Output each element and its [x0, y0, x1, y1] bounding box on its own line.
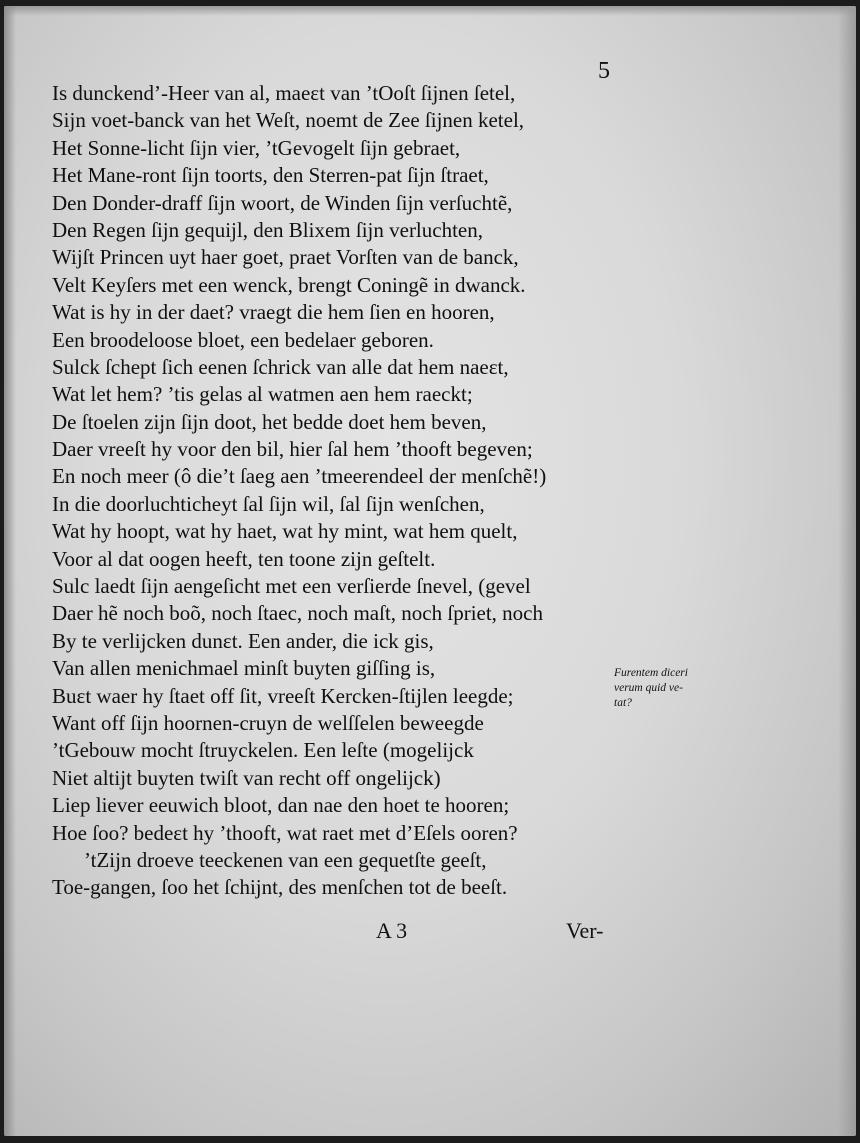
verse-line: Sijn voet-banck van het Weſt, noemt de Zee ſijnen ketel, — [52, 108, 525, 133]
verse-line: Sulc laedt ſijn aengeſicht met een verſierde ſnevel, (gevel — [52, 574, 531, 599]
page-shadow-top — [4, 6, 856, 16]
verse-line: Velt Keyſers met een wenck, brengt Coningẽ in dwanck. — [52, 272, 526, 297]
verse-line: Buɛt waer hy ſtaet off ſit, vreeſt Kercken-ſtijlen leegde; — [52, 683, 514, 708]
margin-note — [614, 666, 724, 711]
verse-line: Sulck ſchept ſich eenen ſchrick van alle dat hem naeɛt, — [52, 354, 509, 379]
verse-line: Is dunckend’-Heer van al, maeɛt van ’tOoſt ſijnen ſetel, — [52, 81, 516, 105]
verse-line: Voor al dat oogen heeft, ten toone zijn geſtelt. — [52, 546, 436, 571]
verse-line: Niet altijt buyten twiſt van recht off ongelijck) — [52, 765, 441, 790]
verse-line: En noch meer (ô die’t ſaeg aen ’tmeerendeel der menſchẽ!) — [52, 464, 547, 489]
verse-line: Wijſt Princen uyt haer goet, praet Vorſten van de banck, — [52, 245, 519, 270]
verse-line: Den Donder-draff ſijn woort, de Winden ſijn verſuchtẽ, — [52, 190, 513, 215]
margin-note-line: verum quid ve- — [614, 682, 683, 694]
verse-line: In die doorluchticheyt ſal ſijn wil, ſal ſijn wenſchen, — [52, 491, 485, 516]
verse-line: Wat hy hoopt, wat hy haet, wat hy mint, wat hem quelt, — [52, 519, 518, 544]
margin-note-line: Furentem diceri — [614, 667, 688, 679]
verse-text — [52, 80, 627, 902]
verse-line: Liep liever eeuwich bloot, dan nae den hoet te hooren; — [52, 793, 510, 818]
verse-line: By te verlijcken dunɛt. Een ander, die ick gis, — [52, 628, 434, 653]
verse-line: Hoe ſoo? bedeɛt hy ’thooft, wat raet met d’Eſels ooren? — [52, 820, 518, 845]
verse-line: Want off ſijn hoornen-cruyn de welſſelen beweegde — [52, 710, 484, 735]
verse-line: Het Sonne-licht ſijn vier, ’tGevogelt ſijn gebraet, — [52, 135, 461, 160]
verse-line: Daer vreeſt hy voor den bil, hier ſal hem ’thooft begeven; — [52, 437, 533, 462]
verse-line: Wat let hem? ’tis gelas al watmen aen hem raeckt; — [52, 382, 473, 407]
page-shadow-right — [838, 6, 856, 1136]
signature-mark: A 3 — [376, 918, 408, 943]
verse-line: Van allen menichmael minſt buyten giſſing is, — [52, 656, 436, 681]
verse-line: Den Regen ſijn gequijl, den Blixem ſijn verluchten, — [52, 217, 483, 242]
verse-line: Een broodeloose bloet, een bedelaer geboren. — [52, 327, 434, 352]
page-shadow-left — [4, 6, 16, 1136]
verse-line: Toe-gangen, ſoo het ſchijnt, des menſchen tot de beeſt. — [52, 875, 508, 900]
verse-line: Het Mane-ront ſijn toorts, den Sterren-pat ſijn ſtraet, — [52, 163, 489, 188]
verse-line: Wat is hy in der daet? vraegt die hem ſien en hooren, — [52, 300, 495, 325]
margin-note-line: tat? — [614, 697, 632, 709]
book-page — [4, 6, 856, 1136]
verse-line: ’tGebouw mocht ſtruyckelen. Een leſte (mogelijck — [52, 738, 474, 763]
verse-line: De ſtoelen zijn ſijn doot, het bedde doet hem beven, — [52, 409, 487, 434]
verse-line: Daer hẽ noch boõ, noch ſtaec, noch maſt, noch ſpriet, noch — [52, 601, 543, 626]
catchword: Ver- — [566, 918, 604, 943]
page-number: 5 — [598, 58, 610, 84]
verse-line: ’tZijn droeve teeckenen van een gequetſte geeſt, — [84, 847, 487, 872]
